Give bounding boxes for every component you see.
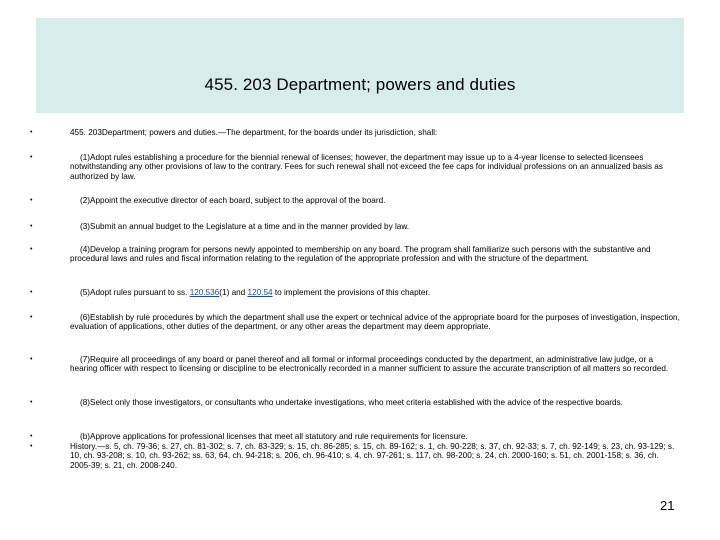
- title-banner: [36, 18, 684, 113]
- item-text: 455. 203Department; powers and duties.—The department, for the boards under its jurisdiction, shall:: [70, 128, 438, 137]
- bullet-icon: •: [30, 399, 33, 406]
- page-number: 21: [660, 498, 675, 513]
- item-text-after: to implement the provisions of this chapter.: [272, 288, 431, 297]
- bullet-icon: •: [30, 246, 33, 253]
- item-text: (4)Develop a training program for persons newly appointed to membership on any board. The program shall familiarize such persons with the substantive and procedural laws and rules and fiscal information relating to the regulation of the appropriate profession and with the structure of the department.: [70, 245, 651, 264]
- item-text: (8)Select only those investigators, or consultants who undertake investigations, who meet criteria established with the advice of the respective boards.: [80, 398, 623, 407]
- item-text: (1)Adopt rules establishing a procedure for the biennial renewal of licenses; however, the department may issue up to a 4-year license to selected licensees notwithstanding any other provisions of law to the contrary. Fees for such renewal shall not exceed the fee caps for individual professions on an annualized basis as authorized by law.: [70, 153, 663, 181]
- bullet-icon: •: [30, 314, 33, 321]
- item-text-middle: (1) and: [219, 288, 248, 297]
- item-text: (6)Establish by rule procedures by which the department shall use the expert or technical advice of the appropriate board for the purposes of investigation, inspection, evaluation of applications, other duties of the department, or any other areas the department may deem appropriate.: [70, 313, 680, 332]
- item-text: (7)Require all proceedings of any board or panel thereof and all formal or informal proceedings conducted by the department, an administrative law judge, or a hearing officer with respect to licensing or discipline to be electronically recorded in a manner sufficient to assure the accurate transcription of all matters so recorded.: [70, 355, 669, 374]
- bullet-icon: •: [30, 356, 33, 363]
- slide-title: 455. 203 Department; powers and duties: [204, 75, 516, 94]
- bullet-icon: •: [30, 289, 33, 296]
- item-text: (3)Submit an annual budget to the Legislature at a time and in the manner provided by law.: [80, 222, 410, 231]
- bullet-icon: •: [30, 129, 33, 136]
- bullet-icon: •: [30, 443, 33, 450]
- statute-link-120-54[interactable]: 120.54: [247, 288, 273, 297]
- item-text: (2)Appoint the executive director of each board, subject to the approval of the board.: [80, 196, 386, 205]
- item-text-before: (5)Adopt rules pursuant to ss.: [80, 288, 190, 297]
- bullet-icon: •: [30, 223, 33, 230]
- bullet-icon: •: [30, 154, 33, 161]
- bullet-icon: •: [30, 433, 33, 440]
- item-text: (b)Approve applications for professional licenses that meet all statutory and rule requirements for licensure.: [80, 432, 468, 441]
- item-text: History.—s. 5, ch. 79-36; s. 27, ch. 81-302; s. 7, ch. 83-329; s. 15, ch. 86-285; s. 15, ch. 89-162; s. 1, ch. 90-228; s. 37, ch. 92-33; s. 7, ch. 92-149; s. 23, ch. 93-129; s. 10, ch. 93-208; s. 10, ch. 93-262; ss. 63, 64, ch. 94-218; s. 206, ch. 96-410; s. 4, ch. 97-261; s. 117, ch. 98-200; s. 24, ch. 2000-160; s. 51, ch. 2001-158; s. 36, ch. 2005-39; s. 21, ch. 2008-240.: [70, 442, 675, 470]
- item-text: [70, 288, 682, 297]
- bullet-icon: •: [30, 197, 33, 204]
- statute-link-120-536[interactable]: 120.536: [189, 288, 220, 297]
